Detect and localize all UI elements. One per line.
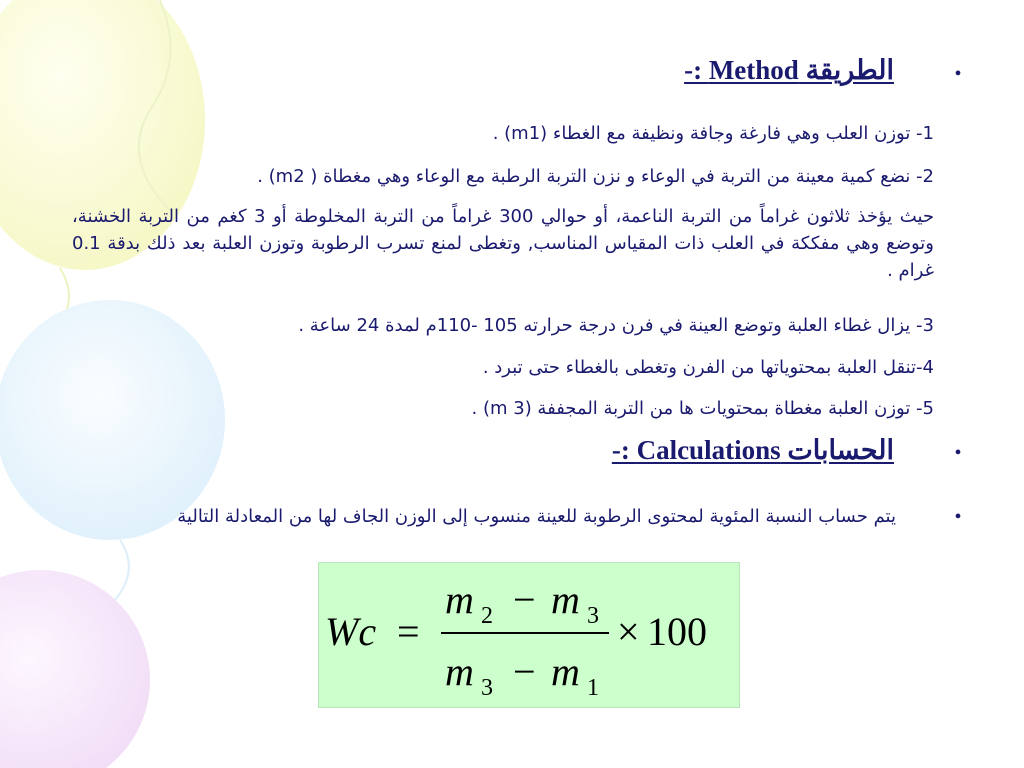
method-step-2: 2- نضع كمية معينة من التربة في الوعاء و نزن التربة الرطبة مع الوعاء وهي مغطاة ( m2) . [257, 166, 934, 187]
method-step-2-detail: حيث يؤخذ ثلاثون غراماً من التربة الناعمة، أو حوالي 300 غراماً من التربة المخلوطة أو 3 كغم من التربة الخشنة، وتوضع وهي مفككة في العلب ذات المقياس المناسب, وتغطى لمنع تسرب الرطوبة وتوزن العلبة بعد ذلك بدقة 0.1 غرام . [72, 206, 935, 281]
method-step-1: 1- توزن العلب وهي فارغة وجافة ونظيفة مع الغطاء (m1) . [492, 123, 934, 144]
calculations-text: يتم حساب النسبة المئوية لمحتوى الرطوبة للعينة منسوب إلى الوزن الجاف لها من المعادلة التالية [177, 506, 896, 527]
formula-den-m3-sub: 3 [481, 675, 493, 701]
formula-den-m3: m [445, 649, 474, 694]
formula-den-m1: m [551, 649, 580, 694]
formula-factor: 100 [647, 609, 707, 654]
formula-den-m1-sub: 1 [587, 675, 599, 701]
bullet-calculations: • [954, 442, 962, 464]
formula [319, 563, 739, 707]
formula-box [318, 562, 740, 708]
bullet-method: • [954, 63, 962, 85]
formula-den-minus: − [513, 649, 536, 694]
calculations-heading: الحسابات Calculations :- [611, 435, 894, 465]
method-step-3: 3- يزال غطاء العلبة وتوضع العينة في فرن درجة حرارته 105 -110م لمدة 24 ساعة . [298, 315, 934, 336]
formula-num-minus: − [513, 577, 536, 622]
bullet-calc-text: • [954, 506, 962, 528]
formula-lhs: Wc [325, 609, 377, 654]
formula-num-m3: m [551, 577, 580, 622]
method-heading: الطريقة Method :- [684, 55, 894, 85]
formula-num-m3-sub: 3 [587, 603, 599, 629]
method-step-4: 4-تنقل العلبة بمحتوياتها من الفرن وتغطى بالغطاء حتى تبرد . [482, 357, 934, 378]
formula-num-m2: m [445, 577, 474, 622]
formula-num-m2-sub: 2 [481, 603, 493, 629]
formula-times: × [617, 609, 640, 654]
method-step-5: 5- توزن العلبة مغطاة بمحتويات ها من التربة المجففة (m 3) . [471, 398, 934, 419]
formula-equals: = [397, 609, 420, 654]
